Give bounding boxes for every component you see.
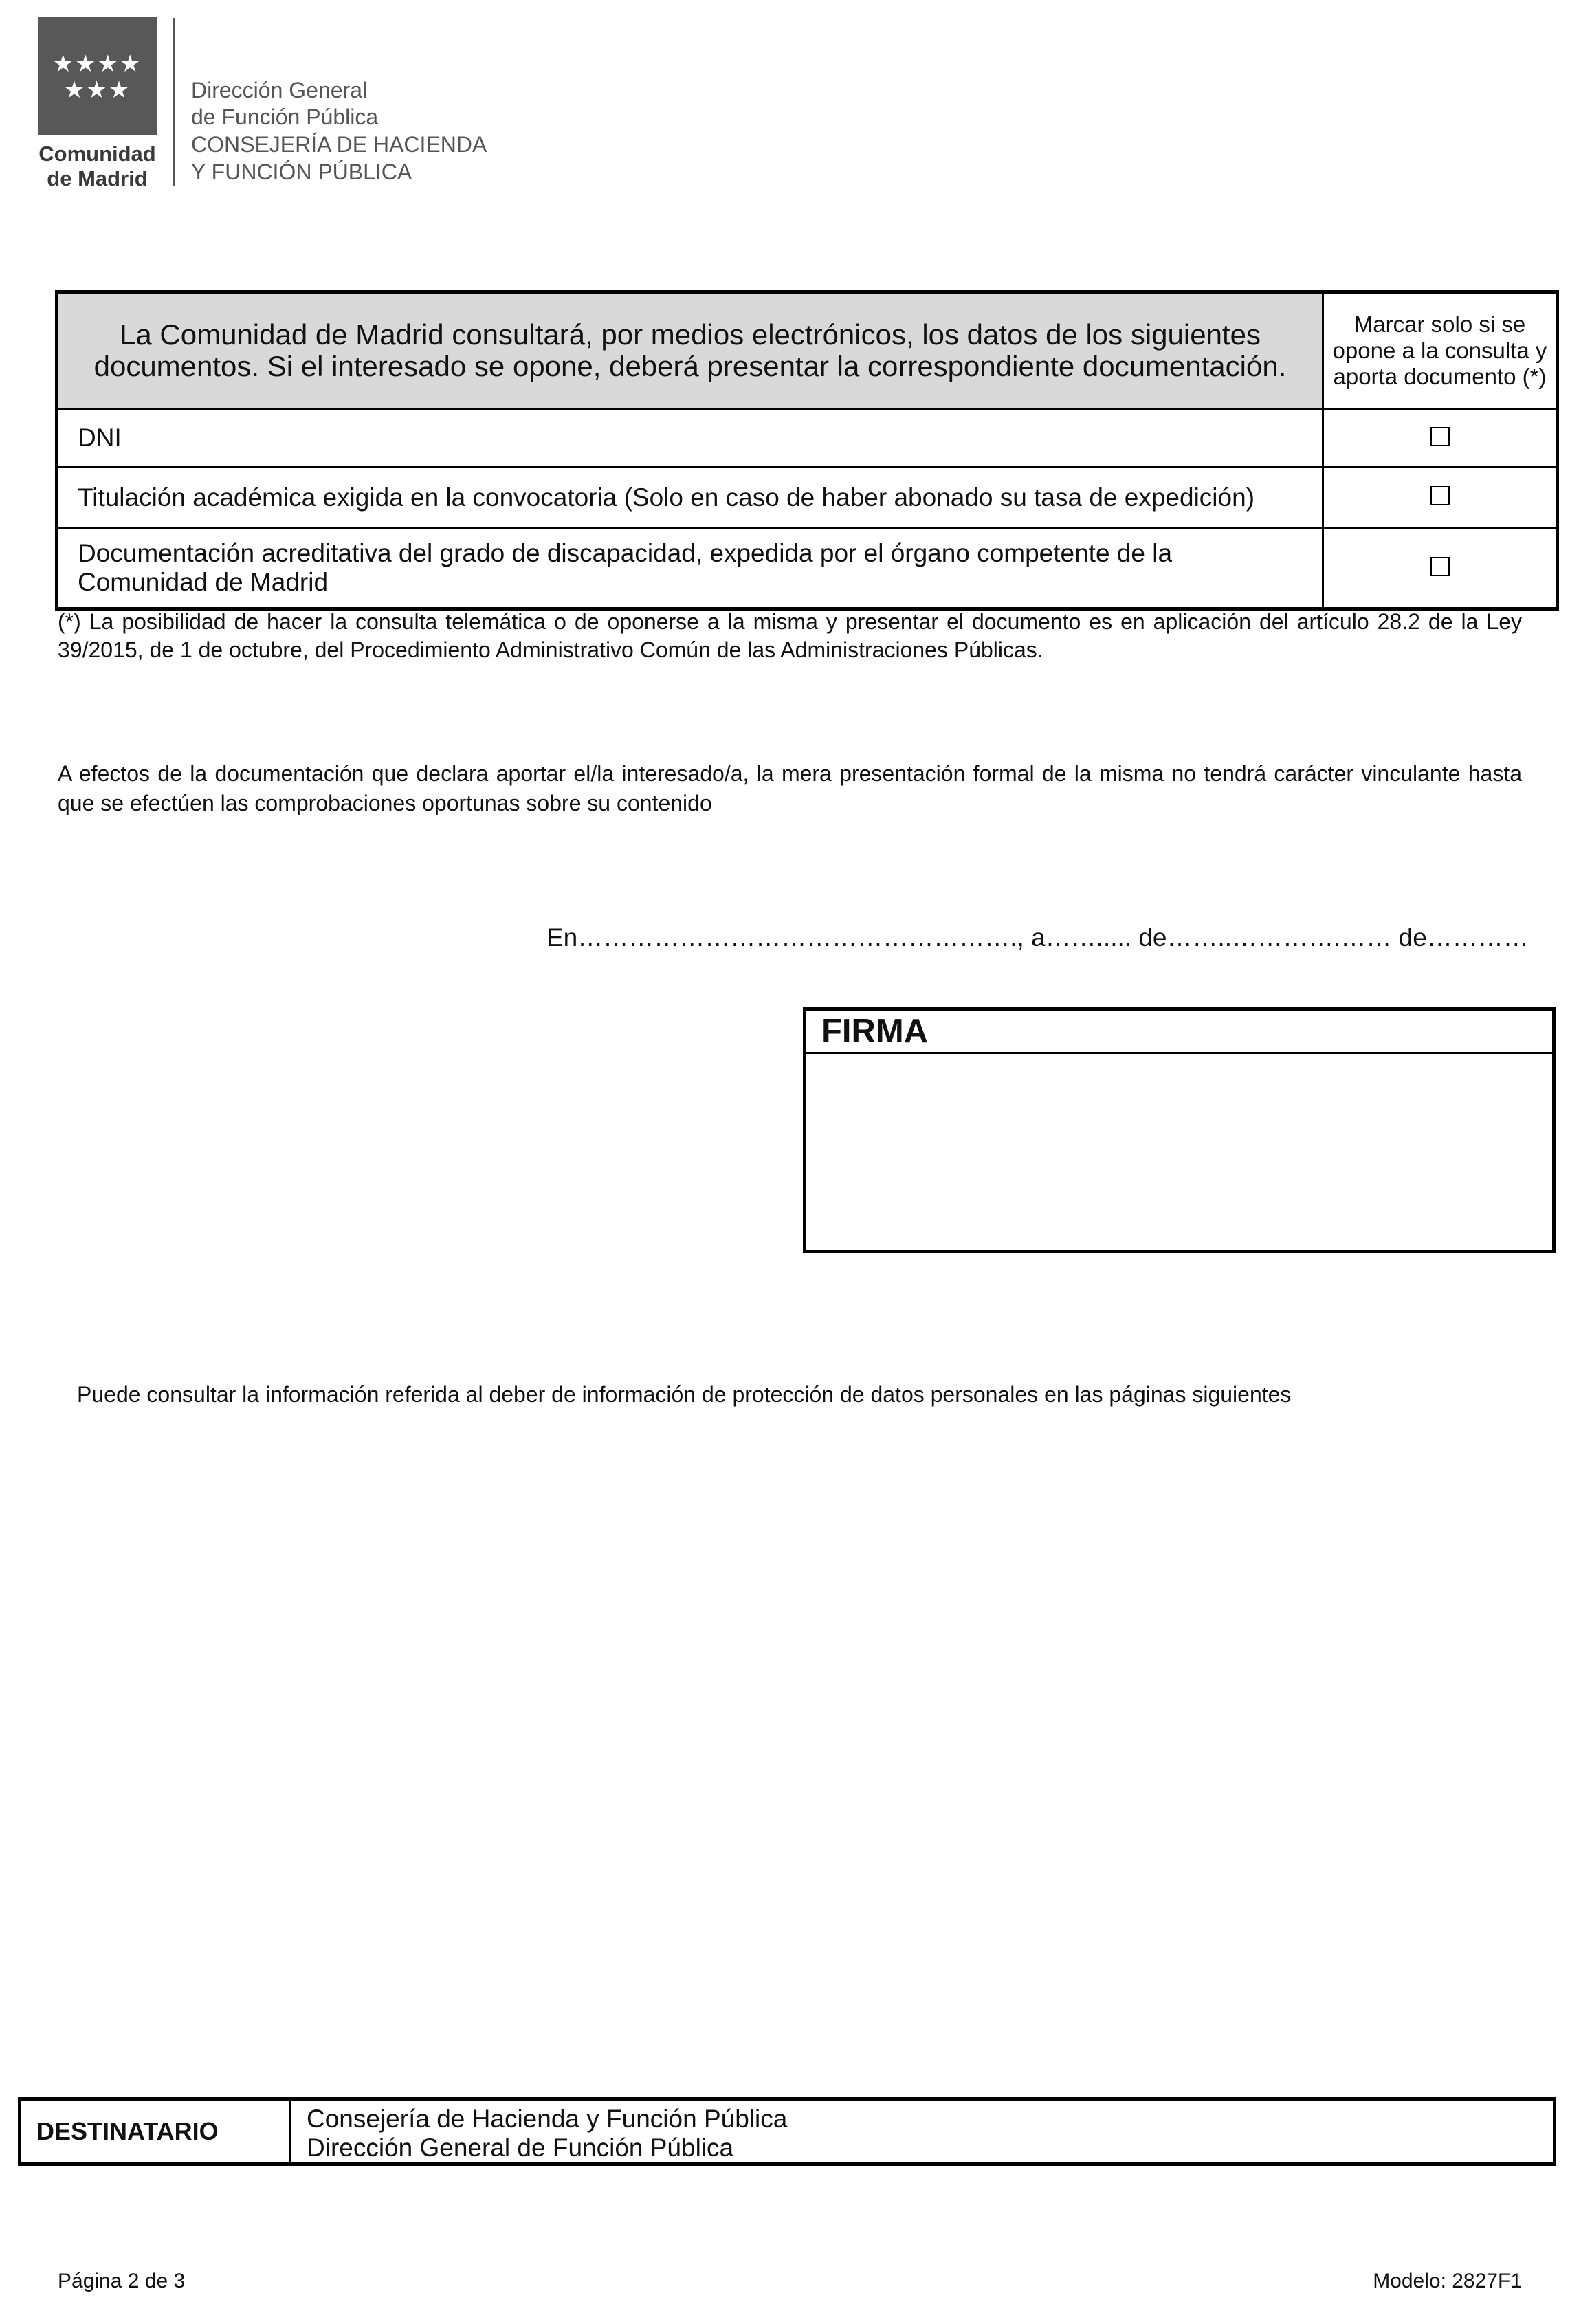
logo-name: [38, 142, 157, 191]
recipient-details: [291, 2101, 802, 2162]
table-row: [57, 468, 1558, 528]
place-date-line[interactable]: En……………………………………………., a……..... de……..………….…… de…………: [546, 923, 1529, 952]
logo-name-line2: de Madrid: [47, 166, 148, 190]
header-organization: [191, 77, 487, 186]
table-row: [57, 528, 1558, 609]
table-row: [57, 409, 1558, 468]
document-label-dni: DNI: [57, 409, 1323, 468]
header-divider: [173, 18, 175, 186]
document-label-titulacion: Titulación académica exigida en la convocatoria (Solo en caso de haber abonado su tasa de expedición): [57, 468, 1323, 528]
mark-column-header: Marcar solo si se opone a la consulta y aporta documento (*): [1323, 292, 1558, 409]
data-protection-info: Puede consultar la información referida al deber de información de protección de datos personales en las páginas siguientes: [77, 1382, 1292, 1407]
ministry-line2: Y FUNCIÓN PÚBLICA: [191, 160, 412, 184]
titulacion-oppose-checkbox[interactable]: [1430, 486, 1450, 505]
discapacidad-label-line1: Documentación acreditativa del grado de discapacidad, expedida por el órgano competente de la: [78, 539, 1173, 567]
signature-box[interactable]: [803, 1007, 1556, 1253]
recipient-line2: Dirección General de Función Pública: [307, 2134, 734, 2162]
document-label-discapacidad: [57, 528, 1323, 609]
logo-stars-icon: ★★★★ ★★★: [52, 50, 142, 104]
page-number: Página 2 de 3: [58, 2270, 186, 2292]
department-line2: de Función Pública: [191, 105, 379, 129]
comunidad-madrid-logo: [38, 17, 158, 188]
recipient-line1: Consejería de Hacienda y Función Pública: [307, 2105, 788, 2133]
signature-label: FIRMA: [806, 1011, 1552, 1054]
ministry-line1: CONSEJERÍA DE HACIENDA: [191, 132, 487, 157]
document-consultation-table: [55, 290, 1559, 611]
recipient-label: DESTINATARIO: [21, 2101, 291, 2162]
model-number: Modelo: 2827F1: [1373, 2270, 1522, 2292]
discapacidad-oppose-checkbox[interactable]: [1430, 557, 1450, 576]
legal-footnote: (*) La posibilidad de hacer la consulta telemática o de oponerse a la misma y presentar el documento es en aplicación del artículo 28.2 de la Ley 39/2015, de 1 de octubre, del Procedimiento Administrativo Común de las Administraciones Públicas.: [58, 609, 1522, 662]
dni-oppose-checkbox[interactable]: [1430, 427, 1450, 446]
discapacidad-label-line2: Comunidad de Madrid: [78, 568, 329, 596]
logo-name-line1: Comunidad: [38, 142, 156, 166]
consultation-intro: La Comunidad de Madrid consultará, por medios electrónicos, los datos de los siguientes documentos. Si el interesado se opone, deberá presentar la correspondiente documentación.: [57, 292, 1323, 409]
department-line1: Dirección General: [191, 78, 368, 102]
documentation-notice: A efectos de la documentación que declara aportar el/la interesado/a, la mera presentación formal de la misma no tendrá carácter vinculante hasta que se efectúen las comprobaciones oportunas sobre su contenido: [58, 761, 1522, 815]
recipient-box: [18, 2097, 1556, 2166]
